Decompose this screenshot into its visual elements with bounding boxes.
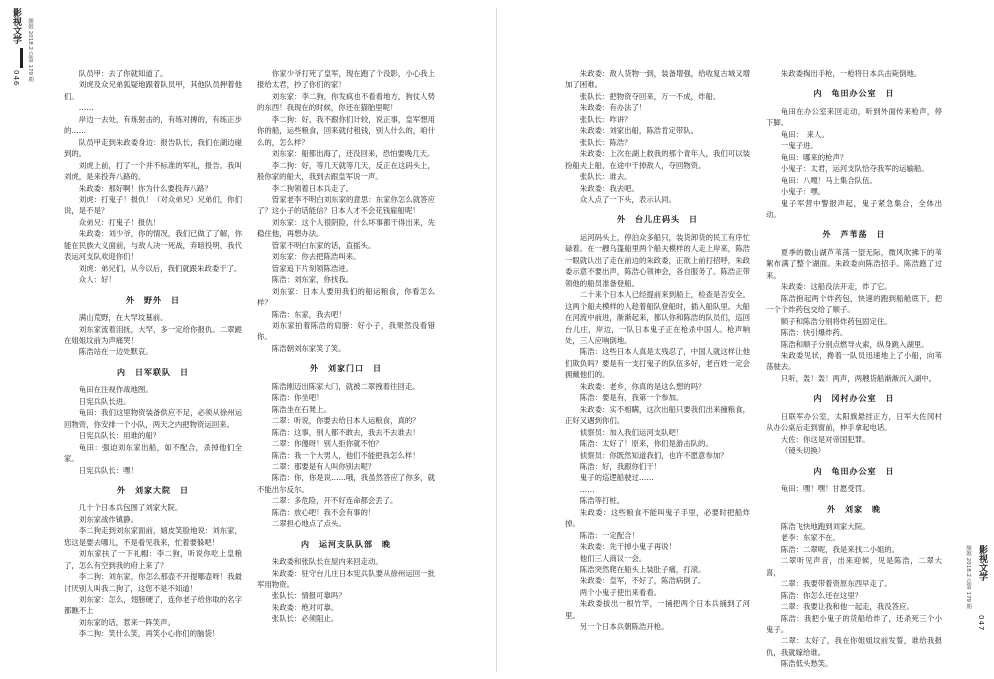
script-line: 陈浩：快引爆炸药。 bbox=[780, 328, 848, 338]
script-line: 队员甲：去了你就知道了。 bbox=[78, 69, 168, 78]
script-line: 朱政委：老乡，你真的是这么想的吗？ bbox=[579, 381, 706, 391]
scene-heading: 外 芦苇荡 日 bbox=[822, 230, 886, 240]
script-line: 大佐：你这是对帝国犯罪。 bbox=[780, 434, 870, 444]
script-line: 张队长：咋讲？ bbox=[579, 114, 632, 124]
script-line: 侦察员：你既然知道我们，也许不愿意参加？ bbox=[579, 450, 728, 460]
text-column-2 bbox=[257, 68, 435, 668]
script-line: 龟田：嘿！嘿！甘愿受罚。 bbox=[780, 484, 870, 494]
script-line: 龟田：八嘎！马上集合队伍。 bbox=[780, 175, 877, 185]
script-line: 朱政委：绝对可靠。 bbox=[271, 602, 339, 612]
script-line: 朱政委：实不相瞒，这次出船只要我们出来撞粮食，正好又遇到你们。 bbox=[565, 404, 750, 426]
script-line: 陈浩：太好了！原来，你们是游击队的。 bbox=[579, 439, 713, 449]
script-line: 几十个日本兵包围了刘家大院。 bbox=[78, 503, 183, 513]
scene-heading: 内 日军联队 日 bbox=[117, 367, 189, 377]
script-line: 朱政委：皇军，不好了，陈浩病倒了。 bbox=[579, 576, 706, 586]
script-line: 朱政委：驻守台儿庄日本宪兵队要从徐州运回一批军用物资。 bbox=[257, 568, 435, 590]
script-line: 刘东家：这个人很阴险，什么坏事都干得出来，先稳住他，再想办法。 bbox=[257, 217, 435, 239]
right-page-header bbox=[960, 545, 994, 675]
page-number: 047 bbox=[977, 615, 985, 632]
script-line: 陈浩：一定配合！ bbox=[579, 530, 639, 540]
script-line: 陈浩：你怎么还在这里？ bbox=[780, 590, 863, 600]
script-line: （镜头切换） bbox=[780, 446, 826, 456]
scene-heading: 外 台儿庄码头 日 bbox=[617, 215, 698, 225]
script-line: 陈浩：我一个大男人，他们不能把我怎么样！ bbox=[271, 450, 420, 460]
script-line: 两个小鬼子使出来看看。 bbox=[579, 587, 662, 597]
script-line: 日宪兵队长：嘿！ bbox=[78, 465, 138, 475]
script-line: 陈浩和顺子分别点燃导火索，纵身跳入湖里。 bbox=[780, 339, 929, 349]
script-line: 朱政委拔出一根竹竿，一捅把两个日本兵捅到了河里。 bbox=[565, 599, 750, 620]
script-line: 陈浩：放心吧！我不会有事的！ bbox=[271, 507, 376, 517]
script-line: 李二狗：刘东家，你怎么那壶不开提哪壶呀！我最讨厌别人叫我二狗了，这您不是不知道！ bbox=[64, 572, 242, 593]
script-line: 陈浩：我把小鬼子的货船给炸了，还杀死三个小鬼子。 bbox=[766, 613, 942, 635]
script-line: 朱政委和张队长在屋内来回走动。 bbox=[271, 557, 383, 567]
script-line: 陈浩等打桩。 bbox=[579, 496, 625, 506]
issue-info: 舰娘 2018.2 总第 179 期 bbox=[965, 545, 971, 610]
script-line: 朱政委：我去吧。 bbox=[579, 183, 639, 193]
script-line: 二翠：那要是有人叫你别去呢？ bbox=[271, 461, 376, 471]
script-line: 众人点了一下头，表示认同。 bbox=[579, 194, 676, 204]
script-line: 张队长：把物资夺回来，万一不成，炸船。 bbox=[579, 91, 721, 101]
script-line: …… bbox=[78, 103, 94, 113]
script-line: 陈浩：你坐吧！ bbox=[271, 393, 324, 403]
script-line: 刘虎及众兄弟狐疑地跟着队员甲，其他队员押着他们。 bbox=[64, 80, 242, 101]
script-line: 朱政委：这船没法开走，炸了它。 bbox=[780, 282, 892, 292]
script-line: 刘东家流着泪抚，大罕，多一定给你报仇。二翠跪在姐姐坟前为声痛哭！ bbox=[64, 324, 242, 345]
script-line: 二十来个日本人已经提前来到船上，检查是否安全。这两个船夫模样的人趁着船队登船时，插入船队里。大船在河流中前进，渐渐起来，都认你和陈浩的队员们，巡回台儿庄，岸边，一队日本鬼子正在枪杀中国人。枪声响处，三人应响倒地。 bbox=[565, 290, 750, 345]
script-line: 陈浩：这些日本人真是太残忍了，中国人就这样让他们欺负吗？要是有一支打鬼子的队伍多好，老百姓一定会拥戴他们的。 bbox=[565, 347, 750, 380]
script-line: 刘东家：船都出海了，还没回来，恐怕要晚几天。 bbox=[271, 149, 435, 159]
issue-info: 舰娘 2018.2 总第 179 期 bbox=[27, 18, 33, 83]
script-line: 刘东家：李二狗，你发疯也不看看地方，狗仗人势的东西！我现在的时候，你还在猫胎里呢！ bbox=[257, 91, 435, 113]
script-line: 陈浩：二翠呢，我是来找二小姐的。 bbox=[780, 544, 900, 554]
script-line: 张队长：陈浩？ bbox=[579, 137, 632, 147]
script-line: 李二狗：好，我不跟你们计较，说正事，皇军想用你的船，运些粮食，回来就付租钱，别人什么的，咱什么的，怎么样？ bbox=[257, 114, 435, 147]
script-line: 顺子和陈浩分别将炸药包固定住。 bbox=[780, 316, 892, 326]
script-line: 管家老李不明白刘东家的意思：东家你怎么就答应了？这小子的话能信？日本人才不会花钱雇船呢！ bbox=[257, 194, 435, 216]
script-line: 陈浩低头愁笑。 bbox=[780, 659, 833, 668]
magazine-brand: 影视文学 bbox=[977, 545, 987, 581]
script-line: …… bbox=[579, 484, 595, 494]
script-line: 二翠担心地点了点头。 bbox=[271, 519, 346, 529]
script-line: 龟田：强迫刘东家出船，如不配合，杀掉他们全家。 bbox=[64, 442, 242, 464]
script-line: 李二狗走到刘东家面前，嬉皮笑脸地说：刘东家，您这是要去哪儿，不是看见我来，忙着要躲吧！ bbox=[64, 526, 242, 547]
scene-heading: 内 冈村办公室 日 bbox=[813, 394, 895, 404]
script-line: 陈浩坐在石凳上。 bbox=[271, 404, 331, 414]
text-column-4 bbox=[766, 68, 942, 668]
script-line: 刘东家：你去把陈浩叫来。 bbox=[271, 252, 361, 262]
script-line: 老李：东家不在。 bbox=[780, 533, 840, 543]
script-line: 一鬼子进。 bbox=[780, 141, 818, 151]
script-line: 龟田在注视作战地图。 bbox=[78, 385, 153, 395]
script-line: 陈浩刚迈出陈家大门，就被二翠拽着往回走。 bbox=[271, 381, 420, 391]
script-line: 李二狗领着日本兵走了。 bbox=[271, 183, 354, 193]
script-line: 侦察员：加入我们运河支队吧！ bbox=[579, 427, 684, 437]
script-line: 日联军办公室，太阳旗悬挂正方，日军大佐冈村从办公桌后走到窗前，伸手拿起电话。 bbox=[766, 411, 942, 433]
script-line: 陈浩：你，你是说……哦，我虽然答应了你多，就不能出尔反尔。 bbox=[257, 473, 435, 494]
script-line: 龟田在办公室来回走动，听到外面传来枪声，停下脚。 bbox=[766, 106, 942, 128]
script-line: 二翠：你傻呀！别人拒你就不怕？ bbox=[271, 439, 383, 449]
script-line: 刘东家：怎么，翅膀硬了，连你老子给你取的名字都瞧不上 bbox=[64, 595, 242, 616]
script-line: 刘虎：弟兄们，从今以后，我们就跟朱政委干了。 bbox=[78, 263, 242, 273]
script-line: 队员甲走到朱政委身边：报告队长，我们在湖边碰到的。 bbox=[64, 137, 242, 159]
script-line: 满山荒野，在大罕坟墓前。 bbox=[78, 313, 168, 323]
script-line: 刘东家拍着陈浩的肩膀：好小子，我果然没看错你。 bbox=[257, 320, 435, 342]
script-line: 陈浩突然爬在船头上装肚子痛，打滚。 bbox=[579, 565, 706, 575]
script-line: 管家不明白东家的话，直摇头。 bbox=[271, 240, 376, 250]
script-line: 二翠：我要让我和他一起走，我没答应。 bbox=[780, 602, 914, 612]
page-number: 046 bbox=[12, 70, 20, 87]
script-line: 二翠：太好了，我在你姐姐坟前发誓，谁给我报仇，我就嫁给谁。 bbox=[766, 636, 942, 657]
script-line: 陈浩：东家，我去吧！ bbox=[271, 309, 346, 319]
script-line: 夏季的微山湖芦苇荡一望无际，微风吹拂下的苇絮布满了整个湖面。朱政委向陈浩招手。陈浩跑了过来。 bbox=[766, 247, 942, 280]
script-line: 你家少爷打死了皇军，现在跑了个没影，小心我上报给太君，抄了你们的家！ bbox=[257, 69, 435, 90]
script-line: 张队长：必须阻止。 bbox=[271, 614, 339, 624]
script-line: 众弟兄：打鬼子！报仇！ bbox=[78, 217, 161, 227]
text-column-1 bbox=[64, 68, 242, 668]
scene-heading: 内 运河支队队部 晚 bbox=[301, 539, 391, 549]
script-line: 张队长：谁去。 bbox=[579, 172, 632, 182]
script-line: 刘东家战作镇静。 bbox=[78, 514, 138, 524]
script-line: 刘东家：日本人要用我们的船运粮食，你看怎么样？ bbox=[257, 286, 435, 308]
scene-heading: 外 刘家门口 日 bbox=[310, 364, 382, 374]
script-line: 小鬼子：太君，运河支队恰夺我军的运输船。 bbox=[780, 164, 929, 174]
script-line: 二翠：听说，你要去给日本人运粮食，真的？ bbox=[271, 416, 420, 426]
script-line: 小鬼子：嘿。 bbox=[780, 187, 826, 197]
script-line: 刘虎：打鬼子！报仇！（对众弟兄）兄弟们，你们说，是不是？ bbox=[64, 194, 242, 216]
script-line: 朱政委掏出手枪，一枪将日本兵击毙倒地。 bbox=[780, 69, 922, 78]
script-line: 朱政委：先干掉小鬼子再说！ bbox=[579, 542, 676, 552]
script-line: 朱政委：这些粮食不能叫鬼子手里，必要时把船炸掉。 bbox=[565, 507, 750, 529]
script-line: 李二狗：笑什么笑，再笑小心你们的脑袋！ bbox=[78, 629, 220, 639]
script-line: 陈浩朝刘东家笑了笑。 bbox=[271, 343, 346, 353]
right-page bbox=[497, 0, 994, 679]
text-column-3 bbox=[565, 68, 750, 668]
script-line: 朱政委见状，搀着一队员迅速地上了小船，向苇荡驶去。 bbox=[766, 350, 942, 372]
script-line: 朱政委：上次在湖上救我的那个青年人，我们可以装扮船夫上船，在途中干掉敌人，夺回物资。 bbox=[565, 149, 750, 170]
script-line: 刘东家扶了一下礼帽：李二狗，听说你吃上皇粮了，怎么有空到我的府上来了？ bbox=[64, 549, 242, 570]
magazine-brand: 影视文学 bbox=[11, 8, 21, 44]
script-line: 陈浩站在一边处默哀。 bbox=[78, 347, 153, 357]
script-line: 众人：好！ bbox=[78, 275, 116, 285]
script-line: 二翠：多危险，开不好连命都会丢了。 bbox=[271, 496, 398, 506]
script-line: 陈浩：好，我跟你们干！ bbox=[579, 461, 662, 471]
script-line: 他们三人商议一会。 bbox=[579, 553, 647, 563]
script-line: 运河码头上，停泊众多船只，装货卸货的民工有序忙碌着。在一艘乌篷船里两个船夫模样的人走上岸来，陈浩一眼就认出了走在前边的朱政委，正欲上前打招呼，朱政委示意不要出声，陈浩心领神会，各自服务了。陈浩正带领他的船员准备登船。 bbox=[565, 232, 750, 288]
script-line: 只听，轰！轰！两声，两艘货船渐渐沉入湖中。 bbox=[780, 373, 937, 383]
scene-heading: 外 刘家 晚 bbox=[827, 504, 881, 514]
script-line: 陈浩抱起两个炸药包，快速的跑到船舱底下，把一个个炸药包交给了顺子。 bbox=[766, 293, 942, 315]
script-line: 陈浩飞快地跑到刘家大院。 bbox=[780, 521, 870, 531]
script-line: 刘东家的话，惹来一阵笑声。 bbox=[78, 617, 175, 627]
script-line: 日宪兵队长进。 bbox=[78, 396, 131, 406]
script-line: 管家追下片刻领陈浩进。 bbox=[271, 263, 354, 273]
script-line: 另一个日本兵朝陈浩开枪。 bbox=[579, 622, 669, 632]
script-line: 朱政委：刘少爷，你的情况，我们已做了了解，你能在民族大义面前，与敌人决一死战，弃暗投明，我代表运河支队欢迎你们！ bbox=[64, 229, 242, 262]
script-line: 朱政委：刘家出船，陈浩肯定带队。 bbox=[579, 126, 699, 136]
scene-heading: 内 龟田办公室 日 bbox=[813, 89, 895, 99]
script-line: 陈浩：刘东家，你找我。 bbox=[271, 275, 354, 285]
script-line: 二翠听见声音，出来迎候，见是陈浩，二翠大喜， bbox=[766, 556, 942, 577]
left-page-header bbox=[4, 8, 40, 158]
script-line: 刘虎上前，打了一个并不标准的军礼，报告。我叫刘虎，是来投奔八路的。 bbox=[64, 160, 242, 182]
script-line: 朱政委：敌人货物一到，装备增强，给收复古城又增加了困难。 bbox=[565, 69, 750, 90]
scene-heading: 外 野外 日 bbox=[126, 295, 180, 305]
script-line: 鬼子军营中警报声起，鬼子紧急集合，全体出动。 bbox=[766, 198, 942, 219]
header-rule bbox=[20, 48, 23, 68]
script-line: 张队长：情报可靠吗？ bbox=[271, 591, 346, 601]
script-line: 岸边一去处，有炼射击的，有练对搏的，有练正步的…… bbox=[64, 114, 242, 136]
script-line: 朱政委：那好啊！你为什么要投奔八路？ bbox=[78, 183, 212, 193]
script-line: 陈浩：这事，别人都不敢去，我去不去谁去！ bbox=[271, 427, 420, 437]
scene-heading: 内 龟田办公室 日 bbox=[813, 466, 895, 476]
script-line: 朱政委：有办法了！ bbox=[579, 103, 647, 113]
script-line: 龟田： 来人。 bbox=[780, 129, 829, 139]
script-line: 二翠：我要带着资原东西早走了。 bbox=[780, 579, 892, 589]
script-line: 龟田：哪来的枪声？ bbox=[780, 152, 848, 162]
script-line: 李二狗：好，等几天就等几天，反正在这码头上，般你家的船大，我到去跟皇军说一声。 bbox=[257, 160, 435, 182]
scene-heading: 外 刘家大院 日 bbox=[117, 485, 189, 495]
script-line: 陈浩：要是有，我第一个参加。 bbox=[579, 393, 684, 403]
script-line: 日宪兵队长：用谁的船？ bbox=[78, 431, 161, 441]
script-line: 鬼子的巡逻船驶过…… bbox=[579, 473, 654, 483]
script-line: 龟田：我们这里物资装备供应不足，必须从徐州运回物资，你安排一个小队，两天之内把物资运回来。 bbox=[64, 408, 242, 429]
